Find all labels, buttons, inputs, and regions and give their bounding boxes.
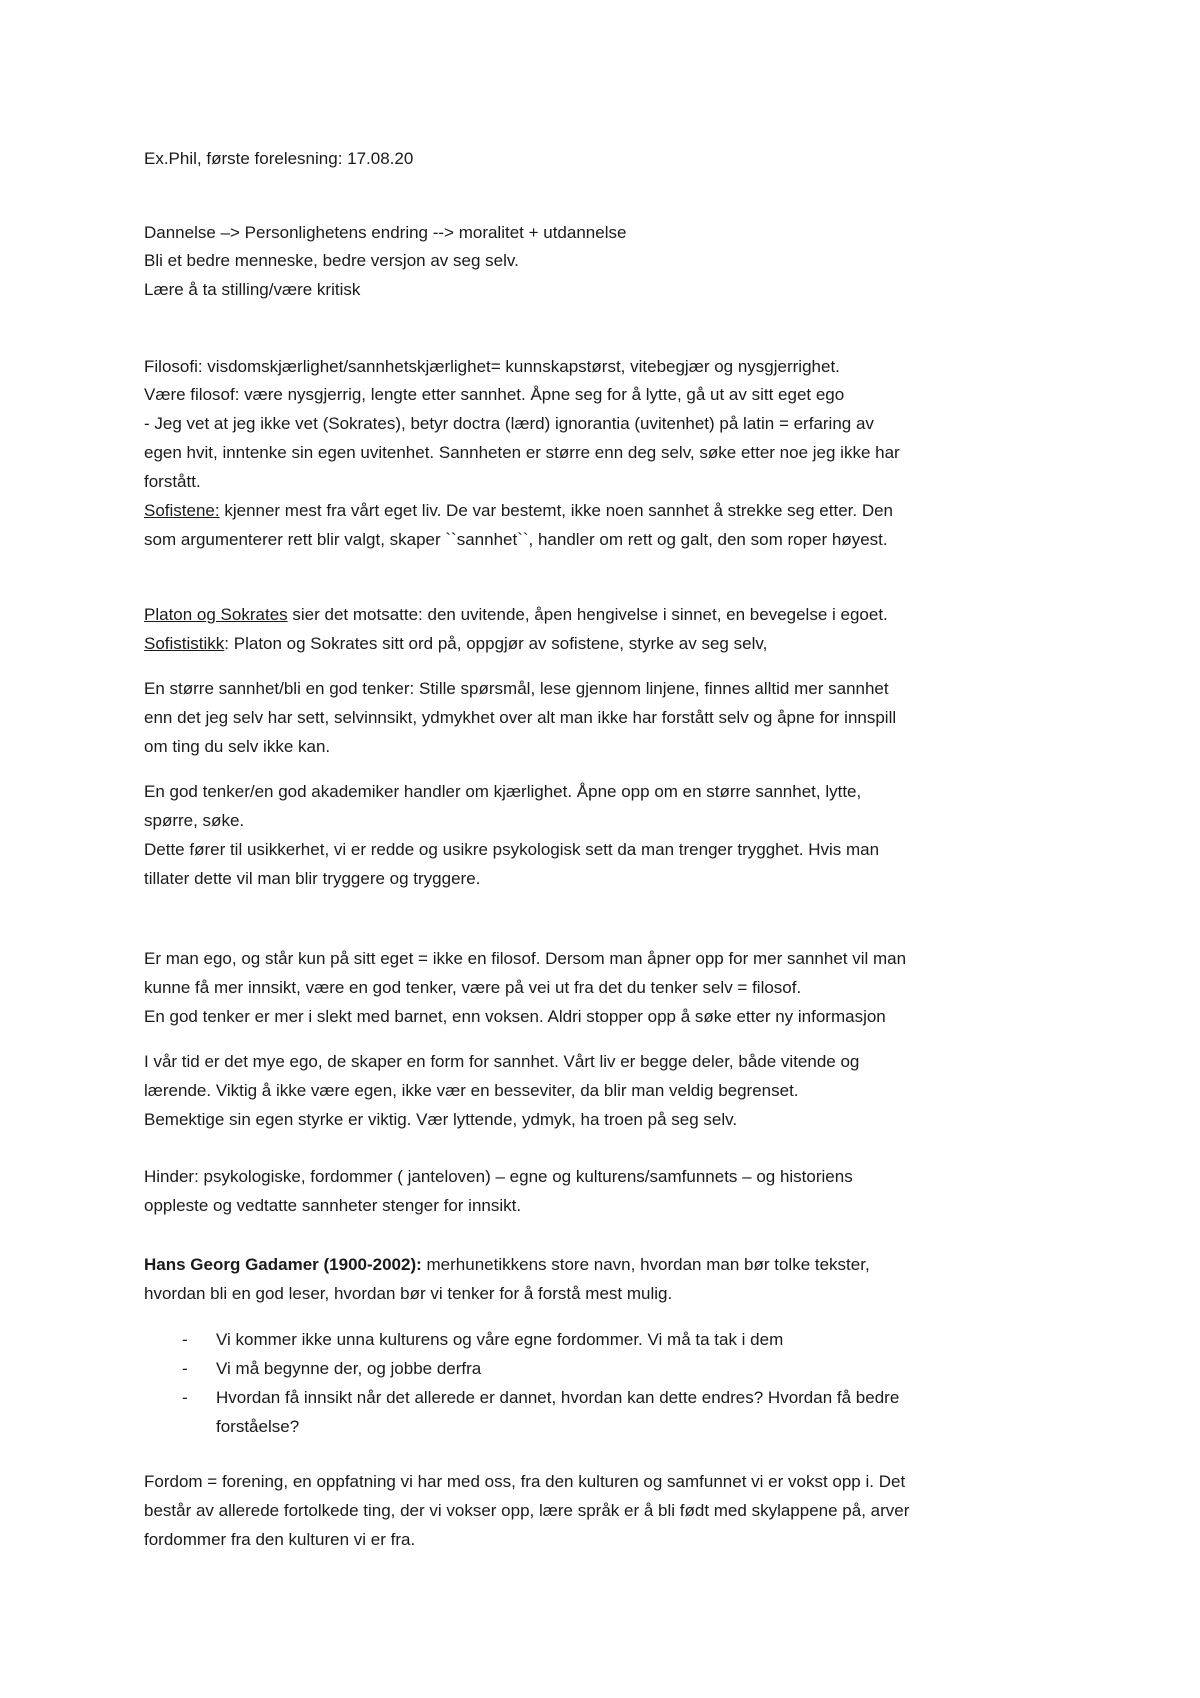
paragraph-line: enn det jeg selv har sett, selvinnsikt, ydmykhet over alt man ikke har forstått selv og åpne for innspill <box>144 708 897 727</box>
paragraph-line <box>144 500 893 522</box>
list-item-text: forståelse? <box>216 1417 300 1436</box>
paragraph-line: En god tenker er mer i slekt med barnet, enn voksen. Aldri stopper opp å søke etter ny informasjon <box>144 1007 886 1026</box>
paragraph-line: I vår tid er det mye ego, de skaper en form for sannhet. Vårt liv er begge deler, både vitende og <box>144 1052 860 1071</box>
paragraph-line: Lære å ta stilling/være kritisk <box>144 280 361 299</box>
paragraph-line: som argumenterer rett blir valgt, skaper ``sannhet``, handler om rett og galt, den som roper høyest. <box>144 530 888 549</box>
paragraph-line: Være filosof: være nysgjerrig, lengte etter sannhet. Åpne seg for å lytte, gå ut av sitt eget ego <box>144 385 845 404</box>
paragraph-line: oppleste og vedtatte sannheter stenger for innsikt. <box>144 1196 522 1215</box>
paragraph-line: Bli et bedre menneske, bedre versjon av seg selv. <box>144 251 519 270</box>
underlined-term: Platon og Sokrates <box>144 605 288 624</box>
bullet-dash: - <box>182 1359 188 1378</box>
line-text: sier det motsatte: den uvitende, åpen hengivelse i sinnet, en bevegelse i egoet. <box>287 605 888 624</box>
paragraph-line <box>144 604 888 626</box>
underlined-term: Sofistene: <box>144 501 220 520</box>
paragraph-line: Er man ego, og står kun på sitt eget = ikke en filosof. Dersom man åpner opp for mer sannhet vil man <box>144 949 907 968</box>
list-item-text: Vi må begynne der, og jobbe derfra <box>216 1359 482 1378</box>
underlined-term: Sofististikk <box>144 634 225 653</box>
paragraph-line: Dannelse –> Personlighetens endring --> moralitet + utdannelse <box>144 223 627 242</box>
paragraph-line: egen hvit, inntenke sin egen uvitenhet. Sannheten er større enn deg selv, søke etter noe jeg ikke har <box>144 443 900 462</box>
line-text: kjenner mest fra vårt eget liv. De var bestemt, ikke noen sannhet å strekke seg etter. Den <box>219 501 894 520</box>
bullet-dash: - <box>182 1388 188 1407</box>
paragraph-line: Fordom = forening, en oppfatning vi har med oss, fra den kulturen og samfunnet vi er vokst opp i. Det <box>144 1472 906 1491</box>
paragraph-line: Bemektige sin egen styrke er viktig. Vær lyttende, ydmyk, ha troen på seg selv. <box>144 1110 738 1129</box>
list-item-text: Vi kommer ikke unna kulturens og våre egne fordommer. Vi må ta tak i dem <box>216 1330 784 1349</box>
paragraph-line <box>144 1254 870 1276</box>
line-text: : Platon og Sokrates sitt ord på, oppgjør av sofistene, styrke av seg selv, <box>224 634 768 653</box>
paragraph-line: hvordan bli en god leser, hvordan bør vi tenker for å forstå mest mulig. <box>144 1284 673 1303</box>
paragraph-line: En god tenker/en god akademiker handler om kjærlighet. Åpne opp om en større sannhet, lytte, <box>144 782 862 801</box>
paragraph-line: om ting du selv ikke kan. <box>144 737 331 756</box>
paragraph-line: spørre, søke. <box>144 811 245 830</box>
paragraph-line: fordommer fra den kulturen vi er fra. <box>144 1530 416 1549</box>
paragraph-line: lærende. Viktig å ikke være egen, ikke vær en besseviter, da blir man veldig begrenset. <box>144 1081 799 1100</box>
paragraph-line <box>144 633 767 655</box>
list-item-text: Hvordan få innsikt når det allerede er dannet, hvordan kan dette endres? Hvordan få bedre <box>216 1388 900 1407</box>
bullet-dash: - <box>182 1330 188 1349</box>
paragraph-line: forstått. <box>144 472 201 491</box>
document-title: Ex.Phil, første forelesning: 17.08.20 <box>144 149 414 168</box>
paragraph-line: Dette fører til usikkerhet, vi er redde og usikre psykologisk sett da man trenger trygghet. Hvis man <box>144 840 880 859</box>
paragraph-line: - Jeg vet at jeg ikke vet (Sokrates), betyr doctra (lærd) ignorantia (uvitenhet) på latin = erfaring av <box>144 414 874 433</box>
paragraph-line: Filosofi: visdomskjærlighet/sannhetskjærlighet= kunnskapstørst, vitebegjær og nysgjerrighet. <box>144 357 840 376</box>
bold-term: Hans Georg Gadamer (1900-2002): <box>144 1255 422 1274</box>
paragraph-line: består av allerede fortolkede ting, der vi vokser opp, lære språk er å bli født med skylappene på, arver <box>144 1501 910 1520</box>
paragraph-line: En større sannhet/bli en god tenker: Stille spørsmål, lese gjennom linjene, finnes alltid mer sannhet <box>144 679 889 698</box>
paragraph-line: kunne få mer innsikt, være en god tenker, være på vei ut fra det du tenker selv = filosof. <box>144 978 802 997</box>
line-text: merhunetikkens store navn, hvordan man bør tolke tekster, <box>421 1255 870 1274</box>
paragraph-line: tillater dette vil man blir tryggere og tryggere. <box>144 869 481 888</box>
paragraph-line: Hinder: psykologiske, fordommer ( janteloven) – egne og kulturens/samfunnets – og historiens <box>144 1167 853 1186</box>
